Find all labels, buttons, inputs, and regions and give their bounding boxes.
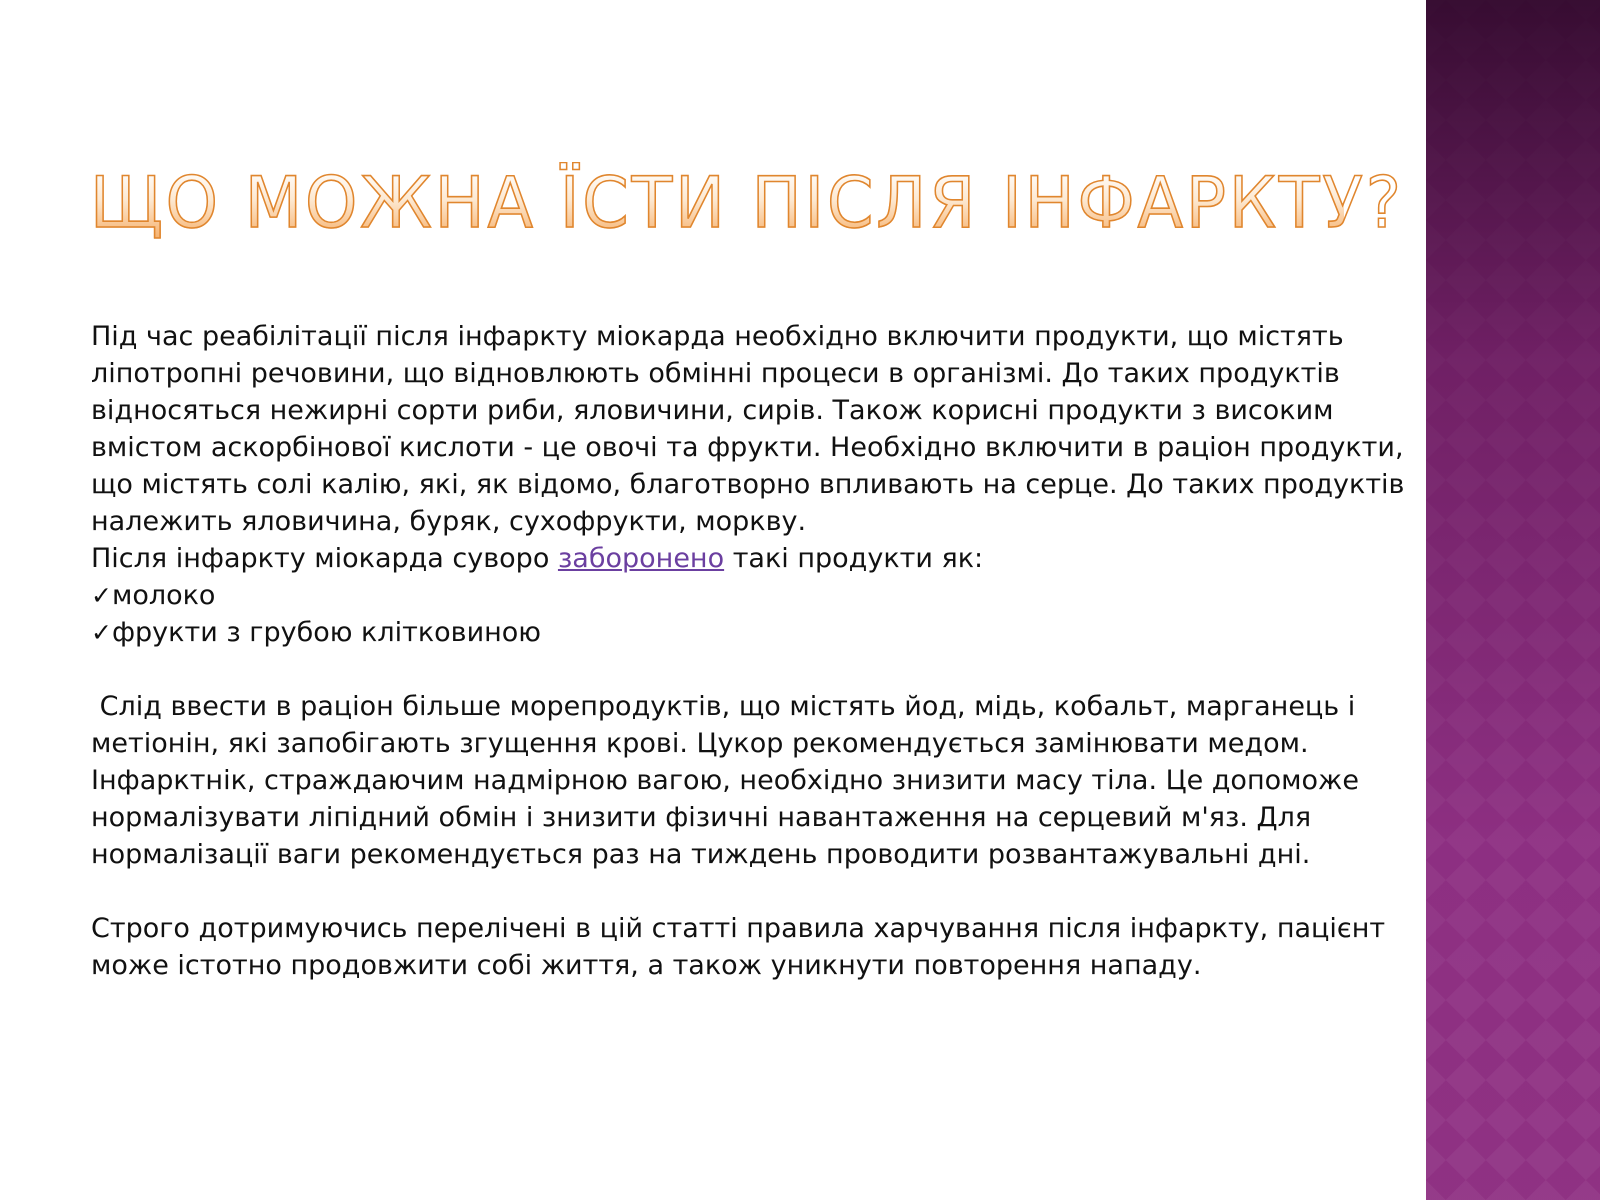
slide-title: ЩО МОЖНА ЇСТИ ПІСЛЯ ІНФАРКТУ? [90,162,1404,244]
spacer [91,651,1411,688]
forbidden-foods-intro [91,540,1411,577]
spacer [91,873,1411,910]
forbidden-intro-after: такі продукти як: [724,543,984,574]
checkmark-icon: ✓ [91,618,112,647]
paragraph-weight: Інфарктнік, страждаючим надмірною вагою, необхідно знизити масу тіла. Це допоможе нормалізувати ліпідний обмін і знизити фізичні навантаження на серцевий м'яз. Для нормалізації ваги рекомендується раз на тиждень проводити розвантажувальні дні. [91,765,1359,870]
paragraph-conclusion: Строго дотримуючись перелічені в цій статті правила харчування після інфаркту, пацієнт може істотно продовжити собі життя, а також уникнути повторення нападу. [91,913,1386,981]
list-item-label: фрукти з грубою клітковиною [111,617,542,648]
slide-body [91,318,1411,984]
decorative-side-band [1426,0,1600,1200]
paragraph-seafood: Слід ввести в раціон більше морепродуктів, що містять йод, мідь, кобальт, марганець і метіонін, які запобігають згущення крові. Цукор рекомендується замінювати медом. [91,691,1364,759]
list-item-label: молоко [111,580,216,611]
forbidden-intro-before: Після інфаркту міокарда суворо [91,543,558,574]
list-item [91,577,1411,614]
forbidden-link[interactable]: заборонено [557,543,725,574]
list-item [91,614,1411,651]
paragraph-rehabilitation: Під час реабілітації після інфаркту міокарда необхідно включити продукти, що містять ліпотропні речовини, що відновлюють обмінні процеси в організмі. До таких продуктів відносяться нежирні сорти риби, яловичини, сирів. Також корисні продукти з високим вмістом аскорбінової кислоти - це овочі та фрукти. Необхідно включити в раціон продукти, що містять солі калію, які, як відомо, благотворно впливають на серце. До таких продуктів належить яловичина, буряк, сухофрукти, моркву. [91,321,1405,537]
checkmark-icon: ✓ [91,581,112,610]
